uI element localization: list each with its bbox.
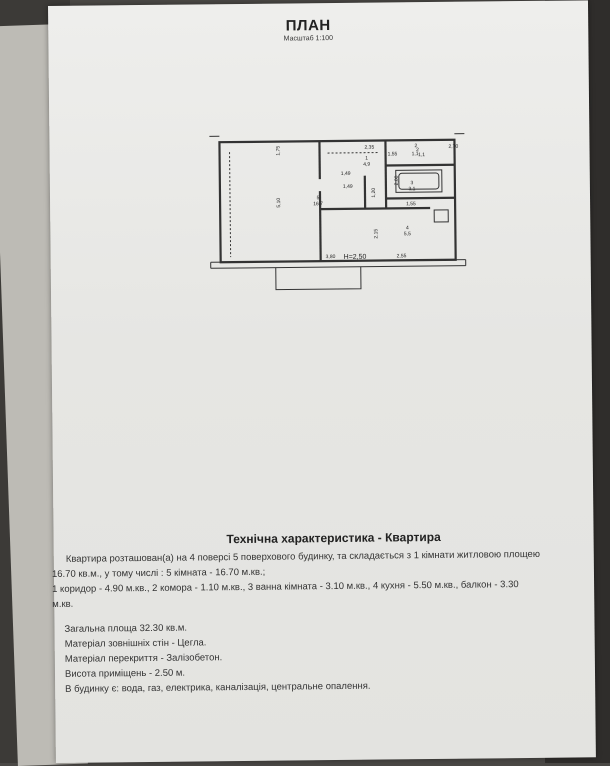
dim-label: 2,35	[364, 145, 374, 151]
characteristics-list	[64, 619, 370, 697]
document-page	[48, 0, 596, 763]
stove	[434, 210, 448, 222]
dim-label: 2	[414, 143, 417, 149]
room-area: 1,1	[418, 152, 425, 158]
room-number: 4	[406, 225, 409, 231]
partition-wall	[320, 208, 430, 209]
description-line: м.кв.	[52, 591, 582, 612]
dim-label: 2,70	[448, 144, 458, 150]
balcony	[276, 267, 361, 290]
dim-label: 2,00	[394, 175, 400, 185]
list-item: Загальна площа 32.30 кв.м.	[64, 619, 369, 637]
dim-label: 1,49	[343, 184, 353, 190]
room-area: 3,1	[408, 186, 415, 192]
floor-plan	[199, 120, 471, 298]
description-line: 1 коридор - 4.90 м.кв., 2 комора - 1.10 м.кв., 3 ванна кімната - 3.10 м.кв., 4 кухня - 5.50 м.кв., балкон - 3.30	[52, 576, 582, 597]
room-area: 5,5	[404, 231, 411, 237]
dim-label: 1,1	[412, 151, 419, 157]
dim-label: 1,55	[388, 151, 398, 157]
room-number: 2	[416, 147, 419, 153]
room-number: 5	[317, 195, 320, 201]
room-number: 1	[365, 156, 368, 162]
dim-label: 1,55	[406, 201, 416, 207]
description-line: 16.70 кв.м., у тому числі : 5 кімната - 16.70 м.кв.;	[52, 561, 582, 582]
bathtub-inner	[399, 173, 439, 189]
dim-label: 5,10	[276, 198, 282, 208]
list-item: Матеріал перекриття - Залізобетон.	[65, 649, 370, 667]
characteristics-description	[52, 546, 583, 612]
characteristics-title: Технічна характеристика - Квартира	[184, 529, 484, 546]
dim-label: 1,49	[341, 171, 351, 177]
plan-scale: Масштаб 1:100	[238, 35, 378, 43]
dim-label: 1,75	[275, 146, 281, 156]
room-area: 16,7	[313, 201, 323, 207]
dim-label: 2,15	[373, 229, 379, 239]
partition-wall	[386, 198, 455, 199]
plan-title: ПЛАН	[238, 17, 378, 35]
partition-wall	[386, 165, 455, 166]
dim-label: 3,80	[326, 254, 336, 260]
window-line	[211, 266, 466, 269]
list-item: В будинку є: вода, газ, електрика, каналізація, центральне опалення.	[65, 679, 370, 697]
height-label: H=2,50	[344, 254, 367, 261]
dim-label: 1,20	[371, 188, 377, 198]
list-item: Висота приміщень - 2.50 м.	[65, 664, 370, 682]
dimension-line	[230, 152, 231, 257]
room-number: 3	[410, 180, 413, 186]
dim-label: 2,55	[397, 253, 407, 259]
dimension-line	[328, 153, 380, 154]
room-area: 4,9	[363, 162, 370, 168]
list-item: Матеріал зовнішніх стін - Цегла.	[65, 634, 370, 652]
description-line: Квартира розташован(а) на 4 поверсі 5 поверхового будинку, та складається з 1 кімнати житловою площею	[52, 546, 582, 567]
